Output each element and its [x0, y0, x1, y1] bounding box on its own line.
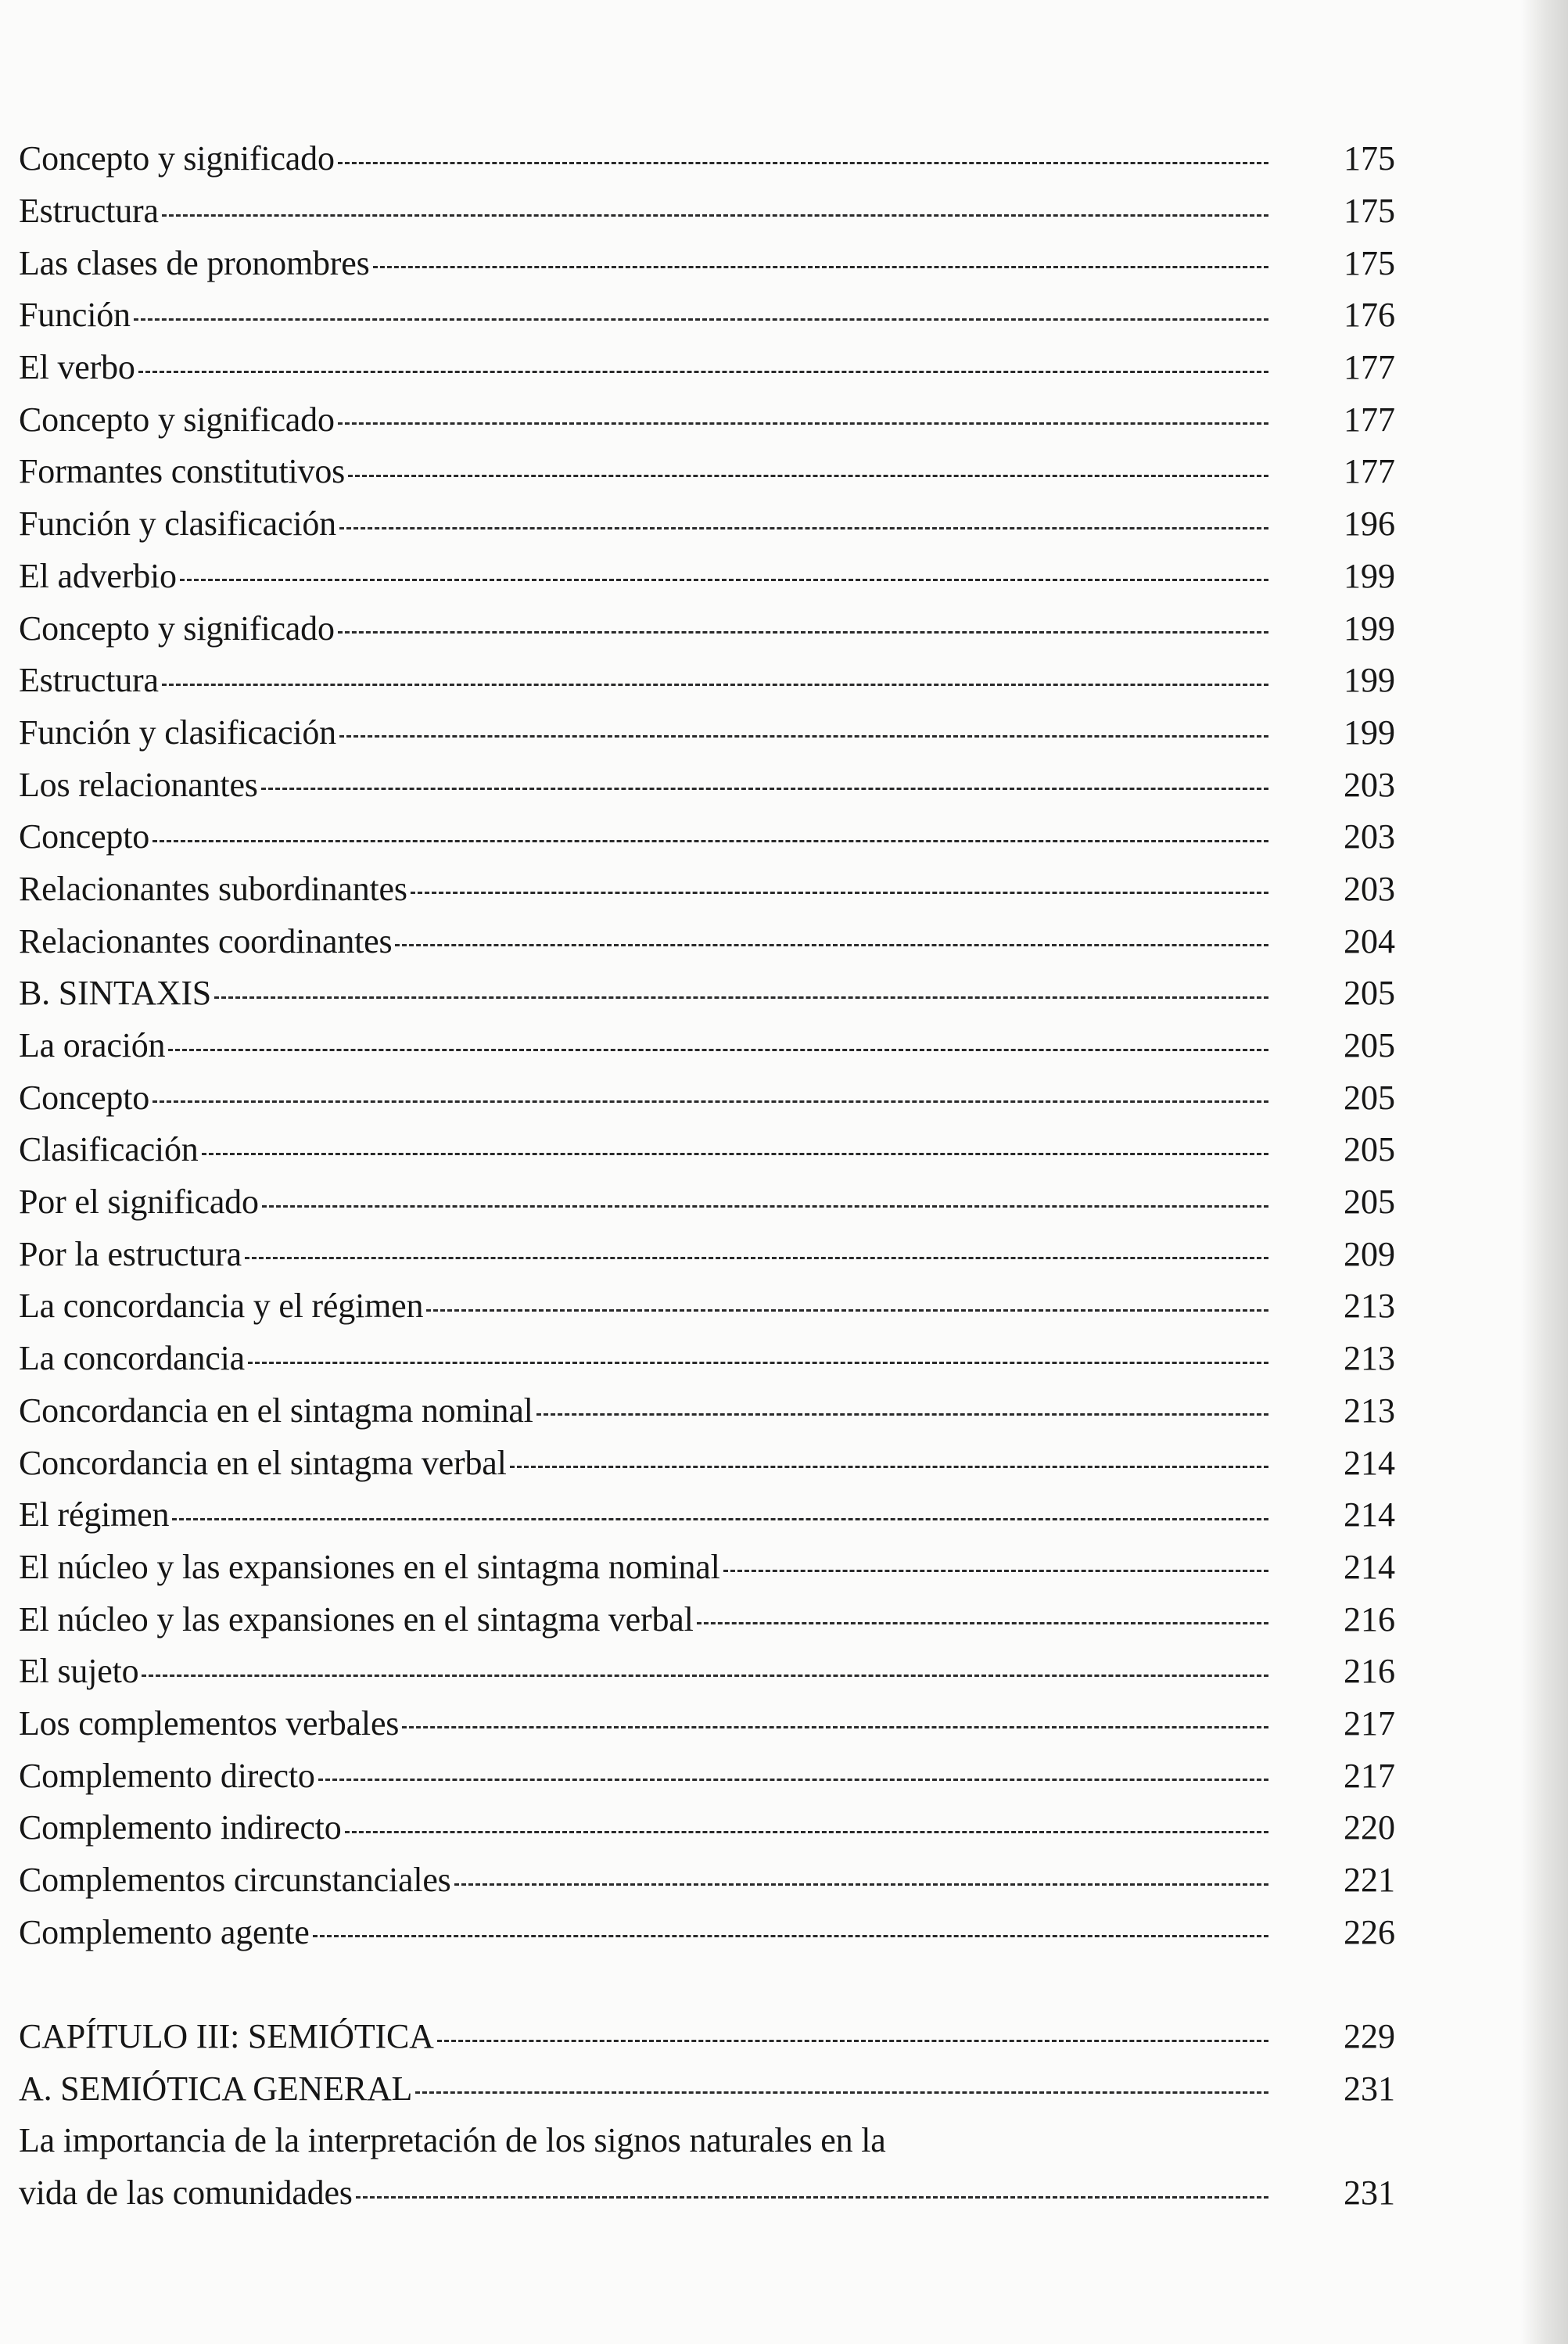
toc-entry[interactable] [19, 1124, 1395, 1176]
toc-entry-page: 176 [1344, 296, 1395, 335]
dot-leader [338, 631, 1268, 634]
toc-entry[interactable] [19, 655, 1395, 707]
toc-entry-page: 199 [1344, 556, 1395, 595]
toc-entry-page: 221 [1344, 1861, 1395, 1900]
toc-entry[interactable] [19, 915, 1395, 967]
toc-entry-page: 203 [1344, 765, 1395, 804]
toc-entry-page: 214 [1344, 1443, 1395, 1482]
toc-entry-page: 177 [1344, 348, 1395, 387]
toc-entry-page: 229 [1344, 2017, 1395, 2056]
toc-entry-title: Complementos circunstanciales [19, 1861, 451, 1900]
dot-leader [245, 1257, 1268, 1259]
toc-entry[interactable] [19, 1280, 1395, 1333]
toc-entry[interactable] [19, 1593, 1395, 1646]
toc-entry-title: El núcleo y las expansiones en el sintagma verbal [19, 1599, 694, 1639]
toc-entry-page: 214 [1344, 1495, 1395, 1535]
toc-entry[interactable] [19, 602, 1395, 655]
dot-leader [697, 1622, 1268, 1624]
toc-entry[interactable] [19, 707, 1395, 759]
toc-entry-title: CAPÍTULO III: SEMIÓTICA [19, 2017, 434, 2056]
dot-leader [454, 1883, 1268, 1886]
toc-entry-title: Función [19, 296, 131, 335]
toc-entry-title-line2: vida de las comunidades [19, 2173, 353, 2213]
dot-leader [345, 1831, 1269, 1833]
toc-entry[interactable] [19, 393, 1395, 446]
toc-entry-page: 175 [1344, 243, 1395, 282]
toc-entry-title: Función y clasificación [19, 504, 336, 544]
toc-entry[interactable] [19, 759, 1395, 811]
toc-entry-title: Concordancia en el sintagma nominal [19, 1391, 533, 1430]
toc-entry-page: 231 [1344, 2069, 1395, 2108]
toc-entry[interactable] [19, 133, 1395, 185]
toc-multiline-entry-line1[interactable] [19, 2115, 1395, 2167]
dot-leader [214, 996, 1268, 999]
toc-entry[interactable] [19, 289, 1395, 342]
dot-leader [339, 735, 1268, 738]
toc-entry-title: Relacionantes subordinantes [19, 869, 407, 908]
toc-entry-title: Relacionantes coordinantes [19, 921, 393, 960]
dot-leader [395, 944, 1268, 946]
toc-entry[interactable] [19, 863, 1395, 916]
dot-leader [168, 1049, 1268, 1051]
dot-leader [536, 1413, 1268, 1416]
toc-entry-title: Concepto [19, 817, 150, 856]
dot-leader [510, 1466, 1268, 1468]
toc-entry-title: El sujeto [19, 1652, 139, 1691]
page-edge-shadow [1521, 0, 1568, 2344]
dot-leader [261, 788, 1268, 790]
dot-leader [411, 892, 1268, 894]
toc-entry[interactable] [19, 1750, 1395, 1802]
toc-entry-title: Complemento directo [19, 1756, 315, 1795]
toc-entry-page: 203 [1344, 817, 1395, 856]
dot-leader [373, 266, 1269, 268]
toc-entry-title: La oración [19, 1026, 166, 1065]
dot-leader [338, 422, 1268, 425]
dot-leader [356, 2196, 1268, 2199]
dot-leader [318, 1779, 1268, 1781]
toc-entry-page: 199 [1344, 661, 1395, 700]
dot-leader [152, 1100, 1268, 1103]
toc-entry[interactable] [19, 342, 1395, 394]
toc-entry-page: 205 [1344, 1026, 1395, 1065]
toc-entry-page: 204 [1344, 921, 1395, 960]
table-of-contents [19, 133, 1395, 2220]
toc-entry[interactable] [19, 1489, 1395, 1542]
toc-entry-page: 220 [1344, 1808, 1395, 1847]
toc-entry[interactable] [19, 1542, 1395, 1594]
dot-leader [415, 2091, 1268, 2094]
toc-entry-page: 196 [1344, 504, 1395, 544]
toc-entry-title: B. SINTAXIS [19, 974, 212, 1013]
toc-entry-page: 175 [1344, 139, 1395, 178]
toc-multiline-entry-line2[interactable] [19, 2167, 1395, 2220]
toc-entry-page: 205 [1344, 1130, 1395, 1169]
toc-entry-title: Por la estructura [19, 1234, 242, 1273]
toc-entry[interactable] [19, 1071, 1395, 1124]
toc-entry-page: 199 [1344, 608, 1395, 648]
toc-entry-page: 217 [1344, 1756, 1395, 1795]
toc-entry[interactable] [19, 1437, 1395, 1489]
toc-entry-title: Los relacionantes [19, 765, 258, 804]
toc-entry-page: 213 [1344, 1391, 1395, 1430]
toc-entry[interactable] [19, 1020, 1395, 1072]
dot-leader [162, 684, 1268, 686]
toc-entries [19, 133, 1395, 1958]
dot-leader [313, 1935, 1268, 1937]
dot-leader [339, 527, 1268, 529]
dot-leader [348, 475, 1268, 477]
dot-leader [723, 1570, 1268, 1572]
toc-entry[interactable] [19, 1698, 1395, 1750]
toc-entry-page: 177 [1344, 400, 1395, 439]
toc-entry-page: 203 [1344, 869, 1395, 908]
toc-entry-title: Estructura [19, 661, 159, 700]
toc-section-entry[interactable] [19, 2062, 1395, 2115]
dot-leader [152, 840, 1268, 842]
toc-entry-title: Por el significado [19, 1183, 259, 1222]
toc-entry[interactable] [19, 1228, 1395, 1280]
toc-entry-page: 213 [1344, 1287, 1395, 1326]
dot-leader [402, 1726, 1268, 1728]
toc-entry-title: El régimen [19, 1495, 170, 1535]
toc-entry-title: A. SEMIÓTICA GENERAL [19, 2069, 413, 2108]
toc-entry-page: 216 [1344, 1652, 1395, 1691]
toc-entry-title: La concordancia [19, 1339, 245, 1378]
toc-entry[interactable] [19, 967, 1395, 1020]
toc-entry-page: 209 [1344, 1234, 1395, 1273]
toc-entry-page: 216 [1344, 1599, 1395, 1639]
toc-entry[interactable] [19, 1385, 1395, 1438]
dot-leader [426, 1309, 1268, 1312]
toc-entry[interactable] [19, 1854, 1395, 1907]
toc-entry-title: Complemento indirecto [19, 1808, 342, 1847]
toc-entry-title: Complemento agente [19, 1912, 310, 1951]
dot-leader [338, 162, 1268, 164]
dot-leader [172, 1518, 1268, 1520]
toc-entry-title: La concordancia y el régimen [19, 1287, 424, 1326]
toc-entry-title: Estructura [19, 192, 159, 231]
toc-entry-title: Formantes constitutivos [19, 452, 346, 491]
toc-entry[interactable] [19, 811, 1395, 863]
toc-entry[interactable] [19, 185, 1395, 238]
toc-entry-title: Concepto y significado [19, 608, 335, 648]
section-gap [19, 1958, 1395, 2011]
toc-entry-title: Concordancia en el sintagma verbal [19, 1443, 507, 1482]
toc-entry-page: 226 [1344, 1912, 1395, 1951]
toc-entry-page: 214 [1344, 1547, 1395, 1586]
dot-leader [138, 371, 1268, 373]
toc-entry[interactable] [19, 446, 1395, 498]
toc-entry-page: 175 [1344, 192, 1395, 231]
toc-entry[interactable] [19, 1176, 1395, 1229]
dot-leader [202, 1153, 1268, 1155]
toc-entry-page: 199 [1344, 713, 1395, 752]
toc-entry-page: 205 [1344, 1183, 1395, 1222]
toc-entry-title-line1: La importancia de la interpretación de los signos naturales en la [19, 2121, 886, 2160]
toc-entry-page: 205 [1344, 974, 1395, 1013]
toc-entry[interactable] [19, 237, 1395, 289]
toc-entry-page: 217 [1344, 1703, 1395, 1743]
toc-entry-title: Concepto y significado [19, 139, 335, 178]
dot-leader [180, 579, 1268, 581]
toc-entry-title: Concepto y significado [19, 400, 335, 439]
dot-leader [262, 1205, 1268, 1208]
toc-entry[interactable] [19, 551, 1395, 603]
toc-entry[interactable] [19, 1333, 1395, 1385]
dot-leader [142, 1675, 1268, 1677]
dot-leader [248, 1362, 1268, 1364]
toc-entry[interactable] [19, 1906, 1395, 1958]
toc-entry-title: Las clases de pronombres [19, 243, 370, 282]
toc-entry-title: El núcleo y las expansiones en el sintagma nominal [19, 1547, 720, 1586]
toc-entry-title: Los complementos verbales [19, 1703, 400, 1743]
toc-entry[interactable] [19, 498, 1395, 551]
dot-leader [162, 214, 1268, 217]
toc-entry[interactable] [19, 1646, 1395, 1698]
toc-entry-title: El verbo [19, 348, 135, 387]
toc-entry-title: Concepto [19, 1078, 150, 1117]
toc-chapter-entry[interactable] [19, 2011, 1395, 2063]
toc-entry-page: 231 [1344, 2173, 1395, 2213]
toc-entry-title: Función y clasificación [19, 713, 336, 752]
dot-leader [437, 2040, 1268, 2042]
toc-entry[interactable] [19, 1802, 1395, 1854]
toc-entry-page: 205 [1344, 1078, 1395, 1117]
toc-entry-page: 213 [1344, 1339, 1395, 1378]
toc-entry-title: El adverbio [19, 556, 177, 595]
dot-leader [134, 318, 1268, 321]
toc-entry-page: 177 [1344, 452, 1395, 491]
toc-entry-title: Clasificación [19, 1130, 199, 1169]
